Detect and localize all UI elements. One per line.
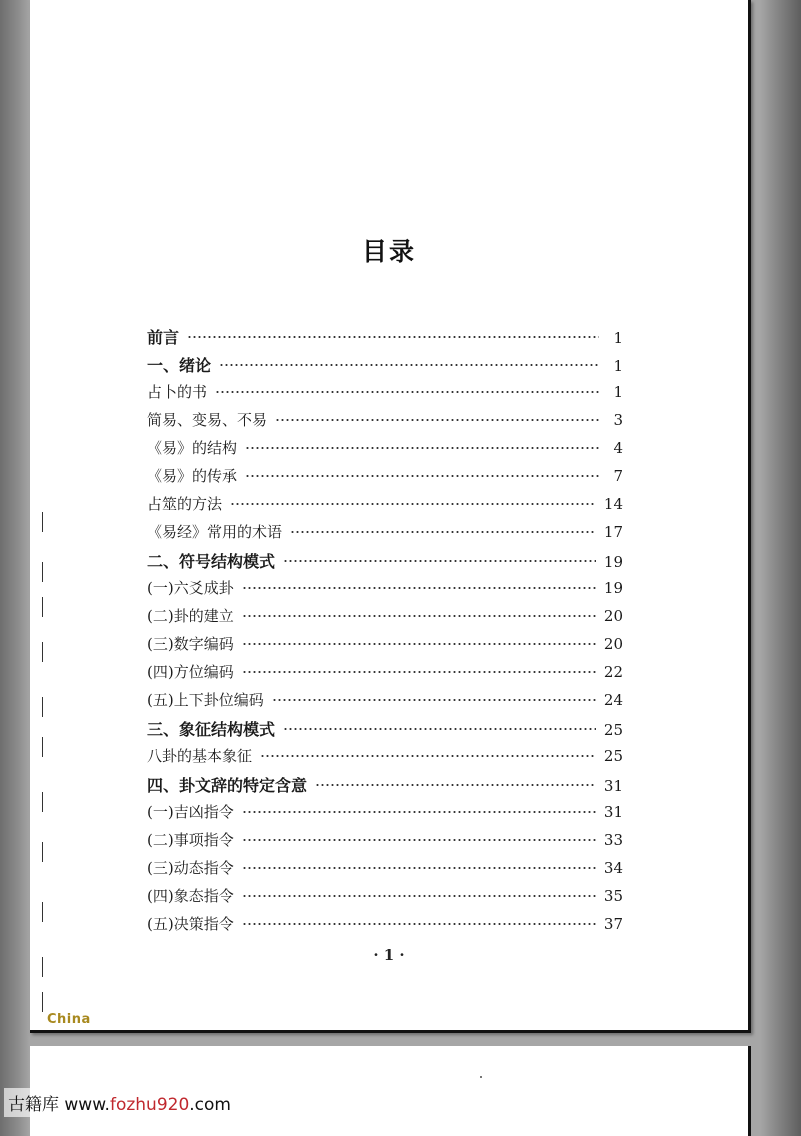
toc-entry-page: 25 bbox=[603, 721, 623, 739]
toc-entry-label: 三、象征结构模式 bbox=[147, 720, 276, 739]
toc-leader-dots bbox=[242, 804, 596, 819]
toc-entry bbox=[147, 913, 623, 941]
page-title: 目录 bbox=[361, 237, 416, 266]
scan-margin-marks bbox=[42, 512, 46, 1012]
toc-leader-dots bbox=[230, 496, 596, 511]
toc-entry-page: 4 bbox=[613, 439, 623, 457]
toc-entry-label: (四)象态指令 bbox=[147, 887, 234, 905]
toc-leader-dots bbox=[215, 384, 599, 399]
toc-entry-page: 33 bbox=[603, 831, 623, 849]
toc-entry-page: 20 bbox=[603, 635, 623, 653]
toc-entry-label: (四)方位编码 bbox=[147, 663, 234, 681]
toc-entry-label: 《易》的结构 bbox=[147, 439, 238, 457]
toc-entry-page: 17 bbox=[603, 523, 623, 541]
toc-entry bbox=[147, 689, 623, 717]
toc-entry bbox=[147, 549, 623, 577]
toc-entry-label: 《易经》常用的术语 bbox=[147, 523, 283, 541]
toc-entry-label: (一)吉凶指令 bbox=[147, 803, 234, 821]
toc-entry-label: (二)事项指令 bbox=[147, 831, 234, 849]
toc-entry-label: 前言 bbox=[147, 328, 180, 347]
site-watermark-highlight: fozhu920 bbox=[109, 1095, 190, 1115]
toc-entry-label: (三)动态指令 bbox=[147, 859, 234, 877]
toc-leader-dots bbox=[260, 748, 596, 763]
toc-entry bbox=[147, 465, 623, 493]
toc-entry-label: 二、符号结构模式 bbox=[147, 552, 276, 571]
toc-entry bbox=[147, 829, 623, 857]
toc-entry-page: 34 bbox=[603, 859, 623, 877]
page-number: · 1 · bbox=[373, 946, 405, 964]
toc-entry-page: 25 bbox=[603, 747, 623, 765]
toc-leader-dots bbox=[242, 580, 596, 595]
toc-leader-dots bbox=[242, 636, 596, 651]
toc-leader-dots bbox=[242, 608, 596, 623]
toc-leader-dots bbox=[290, 524, 596, 539]
toc-entry-page: 1 bbox=[613, 329, 623, 347]
site-watermark-prefix: 古籍库 www. bbox=[8, 1095, 110, 1115]
toc-leader-dots bbox=[242, 664, 596, 679]
toc-leader-dots bbox=[242, 888, 596, 903]
site-watermark bbox=[4, 1088, 235, 1117]
toc-entry bbox=[147, 717, 623, 745]
toc-entry-label: 八卦的基本象征 bbox=[147, 747, 253, 765]
toc-entry bbox=[147, 353, 623, 381]
toc-entry-page: 1 bbox=[613, 357, 623, 375]
toc-leader-dots bbox=[315, 777, 596, 793]
toc-entry-label: 占卜的书 bbox=[147, 383, 208, 401]
toc-leader-dots bbox=[245, 468, 599, 483]
toc-leader-dots bbox=[242, 832, 596, 847]
toc-entry-page: 31 bbox=[603, 777, 623, 795]
toc-entry bbox=[147, 521, 623, 549]
table-of-contents bbox=[147, 325, 623, 941]
toc-entry bbox=[147, 437, 623, 465]
toc-entry-label: 四、卦文辞的特定含意 bbox=[147, 776, 308, 795]
site-watermark-suffix: .com bbox=[189, 1095, 231, 1115]
toc-entry-label: (五)上下卦位编码 bbox=[147, 691, 264, 709]
toc-leader-dots bbox=[283, 553, 596, 569]
toc-entry-label: (三)数字编码 bbox=[147, 635, 234, 653]
toc-entry-label: 《易》的传承 bbox=[147, 467, 238, 485]
toc-leader-dots bbox=[242, 860, 596, 875]
toc-leader-dots bbox=[245, 440, 599, 455]
toc-leader-dots bbox=[275, 412, 599, 427]
toc-leader-dots bbox=[219, 357, 599, 373]
toc-entry bbox=[147, 605, 623, 633]
toc-entry-page: 20 bbox=[603, 607, 623, 625]
toc-leader-dots bbox=[187, 329, 599, 345]
toc-entry bbox=[147, 773, 623, 801]
toc-entry-page: 14 bbox=[603, 495, 623, 513]
toc-entry bbox=[147, 801, 623, 829]
toc-leader-dots bbox=[272, 692, 596, 707]
toc-entry-page: 19 bbox=[603, 579, 623, 597]
toc-entry-page: 3 bbox=[613, 411, 623, 429]
toc-entry-label: 一、绪论 bbox=[147, 356, 212, 375]
toc-entry-page: 24 bbox=[603, 691, 623, 709]
toc-entry bbox=[147, 857, 623, 885]
toc-entry-page: 1 bbox=[613, 383, 623, 401]
toc-entry-label: 简易、变易、不易 bbox=[147, 411, 268, 429]
toc-entry-label: (五)决策指令 bbox=[147, 915, 234, 933]
toc-entry bbox=[147, 493, 623, 521]
toc-leader-dots bbox=[242, 916, 596, 931]
document-page bbox=[30, 0, 751, 1033]
toc-leader-dots bbox=[283, 721, 596, 737]
toc-entry bbox=[147, 633, 623, 661]
toc-entry bbox=[147, 661, 623, 689]
toc-entry-page: 31 bbox=[603, 803, 623, 821]
toc-entry bbox=[147, 577, 623, 605]
toc-entry-page: 37 bbox=[603, 915, 623, 933]
toc-entry bbox=[147, 381, 623, 409]
toc-entry bbox=[147, 745, 623, 773]
toc-entry bbox=[147, 409, 623, 437]
scan-speck bbox=[480, 1076, 482, 1078]
toc-entry-page: 19 bbox=[603, 553, 623, 571]
toc-entry-label: (一)六爻成卦 bbox=[147, 579, 234, 597]
corner-watermark: China bbox=[47, 1012, 91, 1027]
toc-entry bbox=[147, 885, 623, 913]
toc-entry-page: 35 bbox=[603, 887, 623, 905]
toc-entry-page: 7 bbox=[613, 467, 623, 485]
toc-entry-page: 22 bbox=[603, 663, 623, 681]
toc-entry-label: (二)卦的建立 bbox=[147, 607, 234, 625]
toc-entry bbox=[147, 325, 623, 353]
toc-entry-label: 占筮的方法 bbox=[147, 495, 223, 513]
